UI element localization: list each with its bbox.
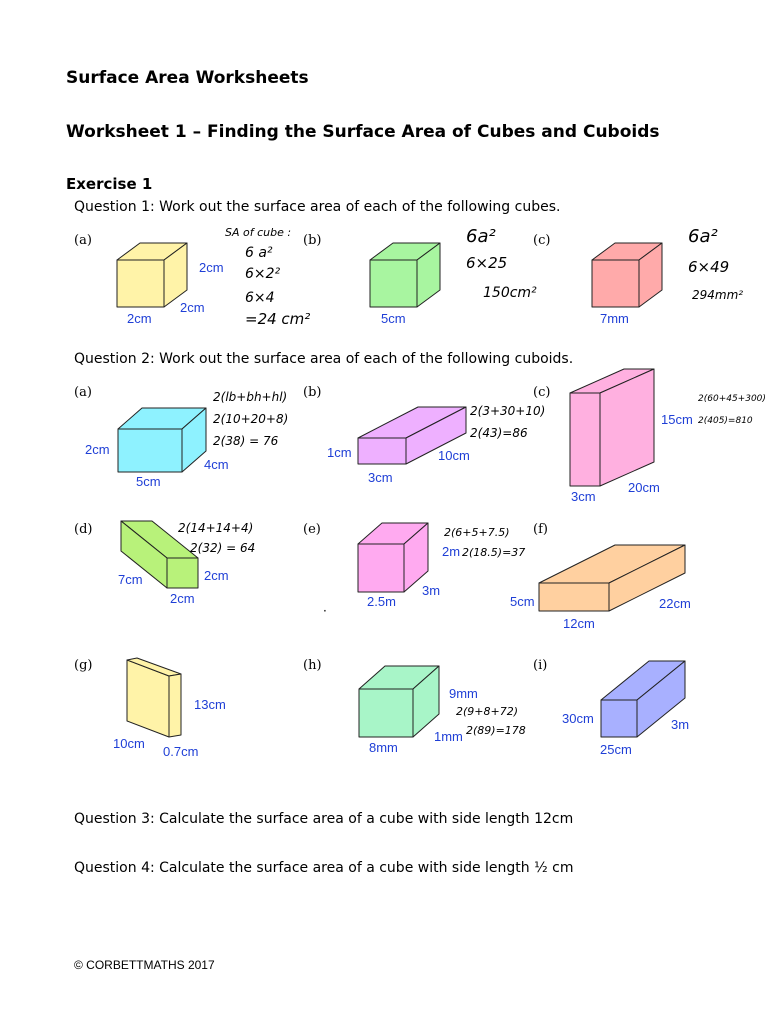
q1a-working-1: SA of cube :: [225, 226, 292, 239]
q2i-dim-height: 30cm: [562, 711, 594, 726]
q2b-dim-length: 10cm: [438, 448, 470, 463]
q1c-working-2: 6×49: [688, 258, 730, 276]
q2c-cuboid: [568, 367, 660, 489]
q2h-working-2: 2(89)=178: [466, 724, 526, 737]
q2e-label: (e): [303, 522, 321, 537]
q2c-dim-height: 15cm: [661, 412, 693, 427]
q2c-working-2: 2(405)=810: [698, 416, 753, 426]
q2e-dim-height: 2m: [442, 544, 461, 559]
q2d-dim-length: 7cm: [118, 572, 143, 587]
q2d-working-2: 2(32) = 64: [190, 541, 256, 555]
q1a-label: (a): [74, 233, 92, 248]
q2a-dim-width: 5cm: [136, 474, 161, 489]
q1a-working-3: 6×2²: [245, 266, 281, 282]
q2b-dim-width: 3cm: [368, 470, 393, 485]
q2c-dim-width: 3cm: [571, 489, 596, 504]
q1a-dim-height: 2cm: [199, 260, 224, 275]
q1b-label: (b): [303, 233, 322, 248]
q2a-cuboid: [116, 406, 212, 476]
page-title: Surface Area Worksheets: [66, 68, 309, 88]
question-1-text: Question 1: Work out the surface area of each of the following cubes.: [74, 199, 561, 215]
q2f-dim-length: 22cm: [659, 596, 691, 611]
q2i-label: (i): [533, 658, 548, 673]
q2d-dim-height: 2cm: [204, 568, 229, 583]
q1c-cube: [590, 241, 670, 311]
q1a-working-5: =24 cm²: [245, 310, 311, 328]
stray-dot: ·: [323, 604, 327, 618]
q2i-dim-width: 25cm: [600, 742, 632, 757]
q2h-working-1: 2(9+8+72): [456, 705, 519, 718]
q2e-working-2: 2(18.5)=37: [462, 546, 526, 559]
q1a-working-2: 6 a²: [245, 245, 273, 261]
q1c-working-1: 6a²: [688, 226, 718, 247]
q1b-dim-side: 5cm: [381, 311, 406, 326]
q2c-label: (c): [533, 385, 551, 400]
q1b-working-3: 150cm²: [483, 285, 537, 301]
q1c-label: (c): [533, 233, 551, 248]
question-3-text: Question 3: Calculate the surface area of a cube with side length 12cm: [74, 811, 574, 827]
q2a-working-1: 2(lb+bh+hl): [213, 390, 288, 404]
q2d-label: (d): [74, 522, 93, 537]
q2g-dim-height: 13cm: [194, 697, 226, 712]
q2h-dim-width: 8mm: [369, 740, 398, 755]
q2b-label: (b): [303, 385, 322, 400]
q1a-dim-depth: 2cm: [180, 300, 205, 315]
question-2-text: Question 2: Work out the surface area of each of the following cuboids.: [74, 351, 574, 367]
q2d-working-1: 2(14+14+4): [178, 521, 254, 535]
q2b-dim-height: 1cm: [327, 445, 352, 460]
q2g-label: (g): [74, 658, 93, 673]
q2a-label: (a): [74, 385, 92, 400]
worksheet-title: Worksheet 1 – Finding the Surface Area of Cubes and Cuboids: [66, 122, 660, 142]
question-4-text: Question 4: Calculate the surface area of a cube with side length ½ cm: [74, 860, 574, 876]
q2d-dim-width: 2cm: [170, 591, 195, 606]
copyright: © CORBETTMATHS 2017: [74, 958, 215, 972]
q2e-dim-width: 2.5m: [367, 594, 396, 609]
q2c-dim-depth: 20cm: [628, 480, 660, 495]
exercise-title: Exercise 1: [66, 175, 153, 193]
q2g-dim-depth: 0.7cm: [163, 744, 199, 759]
q2b-working-1: 2(3+30+10): [470, 404, 546, 418]
q2h-dim-depth: 1mm: [434, 729, 463, 744]
q2h-dim-height: 9mm: [449, 686, 478, 701]
q1b-working-2: 6×25: [466, 254, 508, 272]
q2a-dim-height: 2cm: [85, 442, 110, 457]
q2b-working-2: 2(43)=86: [470, 426, 528, 440]
q1a-working-4: 6×4: [245, 290, 275, 306]
q2f-dim-height: 5cm: [510, 594, 535, 609]
q1a-dim-width: 2cm: [127, 311, 152, 326]
q2f-dim-width: 12cm: [563, 616, 595, 631]
q2i-dim-length: 3m: [671, 717, 690, 732]
q2a-dim-depth: 4cm: [204, 457, 229, 472]
q2e-dim-depth: 3m: [422, 583, 441, 598]
q2g-cuboid: [125, 658, 191, 740]
q2h-label: (h): [303, 658, 322, 673]
q2c-working-1: 2(60+45+300): [698, 394, 766, 404]
q1b-working-1: 6a²: [466, 226, 496, 247]
q2a-working-2: 2(10+20+8): [213, 412, 289, 426]
q2f-label: (f): [533, 522, 548, 537]
q1b-cube: [368, 241, 448, 311]
q2e-working-1: 2(6+5+7.5): [444, 526, 510, 539]
q1c-dim-side: 7mm: [600, 311, 629, 326]
q2g-dim-width: 10cm: [113, 736, 145, 751]
q2a-working-3: 2(38) = 76: [213, 434, 279, 448]
q1c-working-3: 294mm²: [692, 288, 744, 302]
